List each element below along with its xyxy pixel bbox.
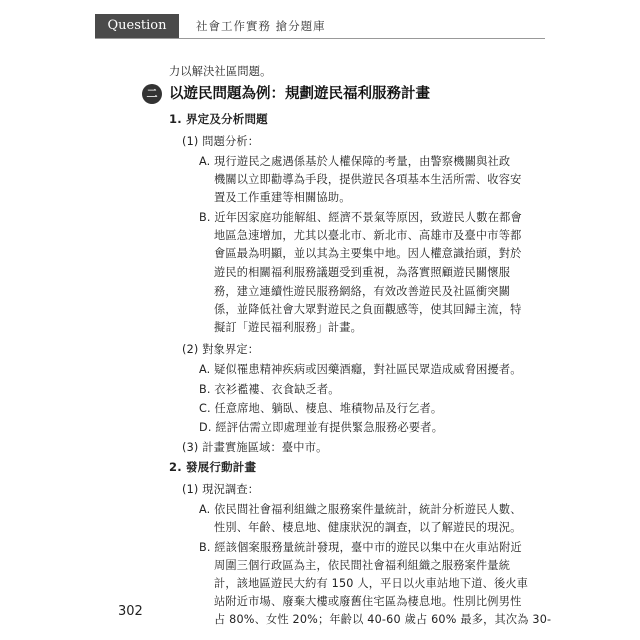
text-line: 置及工作重建等相關協助。 (214, 191, 351, 204)
text-line: 周圍三個行政區為主，依民間社會福利組織之服務案件量統 (214, 559, 511, 572)
text-line: 機關以立即勸導為手段，提供遊民各項基本生活所需、收容安 (214, 173, 522, 186)
text-line: 性別、年齡、棲息地、健康狀況的調查，以了解遊民的現況。 (214, 521, 522, 534)
sub-item: (2) 對象界定： (182, 343, 260, 356)
text-line: 遊民的相關福利服務議題受到重視，為落實照顧遊民關懷服 (214, 266, 511, 279)
sub-item: (3) 計畫實施區域：臺中市。 (182, 441, 328, 454)
subheading: 2. 發展行動計畫 (169, 460, 257, 474)
running-title: 社會工作實務 搶分題庫 (196, 19, 326, 33)
subheading: 1. 界定及分析問題 (169, 112, 268, 126)
list-item: A. 疑似罹患精神疾病或因藥酒癮，對社區民眾造成威脅困擾者。 (199, 363, 522, 376)
text-line: 擬訂「遊民福利服務」計畫。 (214, 321, 363, 334)
list-item: A. 依民間社會福利組織之服務案件量統計，統計分析遊民人數、 (199, 503, 522, 516)
section-title: 以遊民問題為例：規劃遊民福利服務計畫 (169, 86, 430, 102)
header-tab: Question Box (95, 14, 179, 38)
list-item: B. 衣衫襤褸、衣食缺乏者。 (199, 383, 340, 396)
sub-item: (1) 問題分析： (182, 135, 260, 148)
section-badge: 二 (142, 84, 162, 104)
list-item: C. 任意席地、躺臥、棲息、堆積物品及行乞者。 (199, 402, 443, 415)
text-line: 地區急速增加，尤其以臺北市、新北市、高雄市及臺中市等都 (214, 229, 522, 242)
list-item: B. 經該個案服務量統計發現，臺中市的遊民以集中在火車站附近 (199, 541, 522, 554)
text-line: 占 80%、女性 20%；年齡以 40-60 歲占 60% 最多，其次為 30- (214, 613, 552, 626)
text-line: 務，建立連續性遊民服務網絡，有效改善遊民及社區衝突關 (214, 285, 511, 298)
text-line: 係，並降低社會大眾對遊民之負面觀感等，使其回歸主流，特 (214, 303, 522, 316)
sub-item: (1) 現況調查： (182, 483, 260, 496)
header-divider (95, 38, 545, 39)
text-line: 站附近市場、廢棄大樓或廢舊住宅區為棲息地。性別比例男性 (214, 595, 522, 608)
text-line: 會區最為明顯，並以其為主要集中地。因人權意識抬頭，對於 (214, 247, 522, 260)
continuation-line: 力以解決社區問題。 (169, 65, 272, 78)
list-item: B. 近年因家庭功能解組、經濟不景氣等原因，致遊民人數在都會 (199, 211, 522, 224)
text-line: 計，該地區遊民大約有 150 人，平日以火車站地下道、後火車 (214, 577, 529, 590)
list-item: A. 現行遊民之處遇係基於人權保障的考量，由警察機關與社政 (199, 155, 511, 168)
list-item: D. 經評估需立即處理並有提供緊急服務必要者。 (199, 421, 444, 434)
page-number: 302 (118, 604, 143, 619)
